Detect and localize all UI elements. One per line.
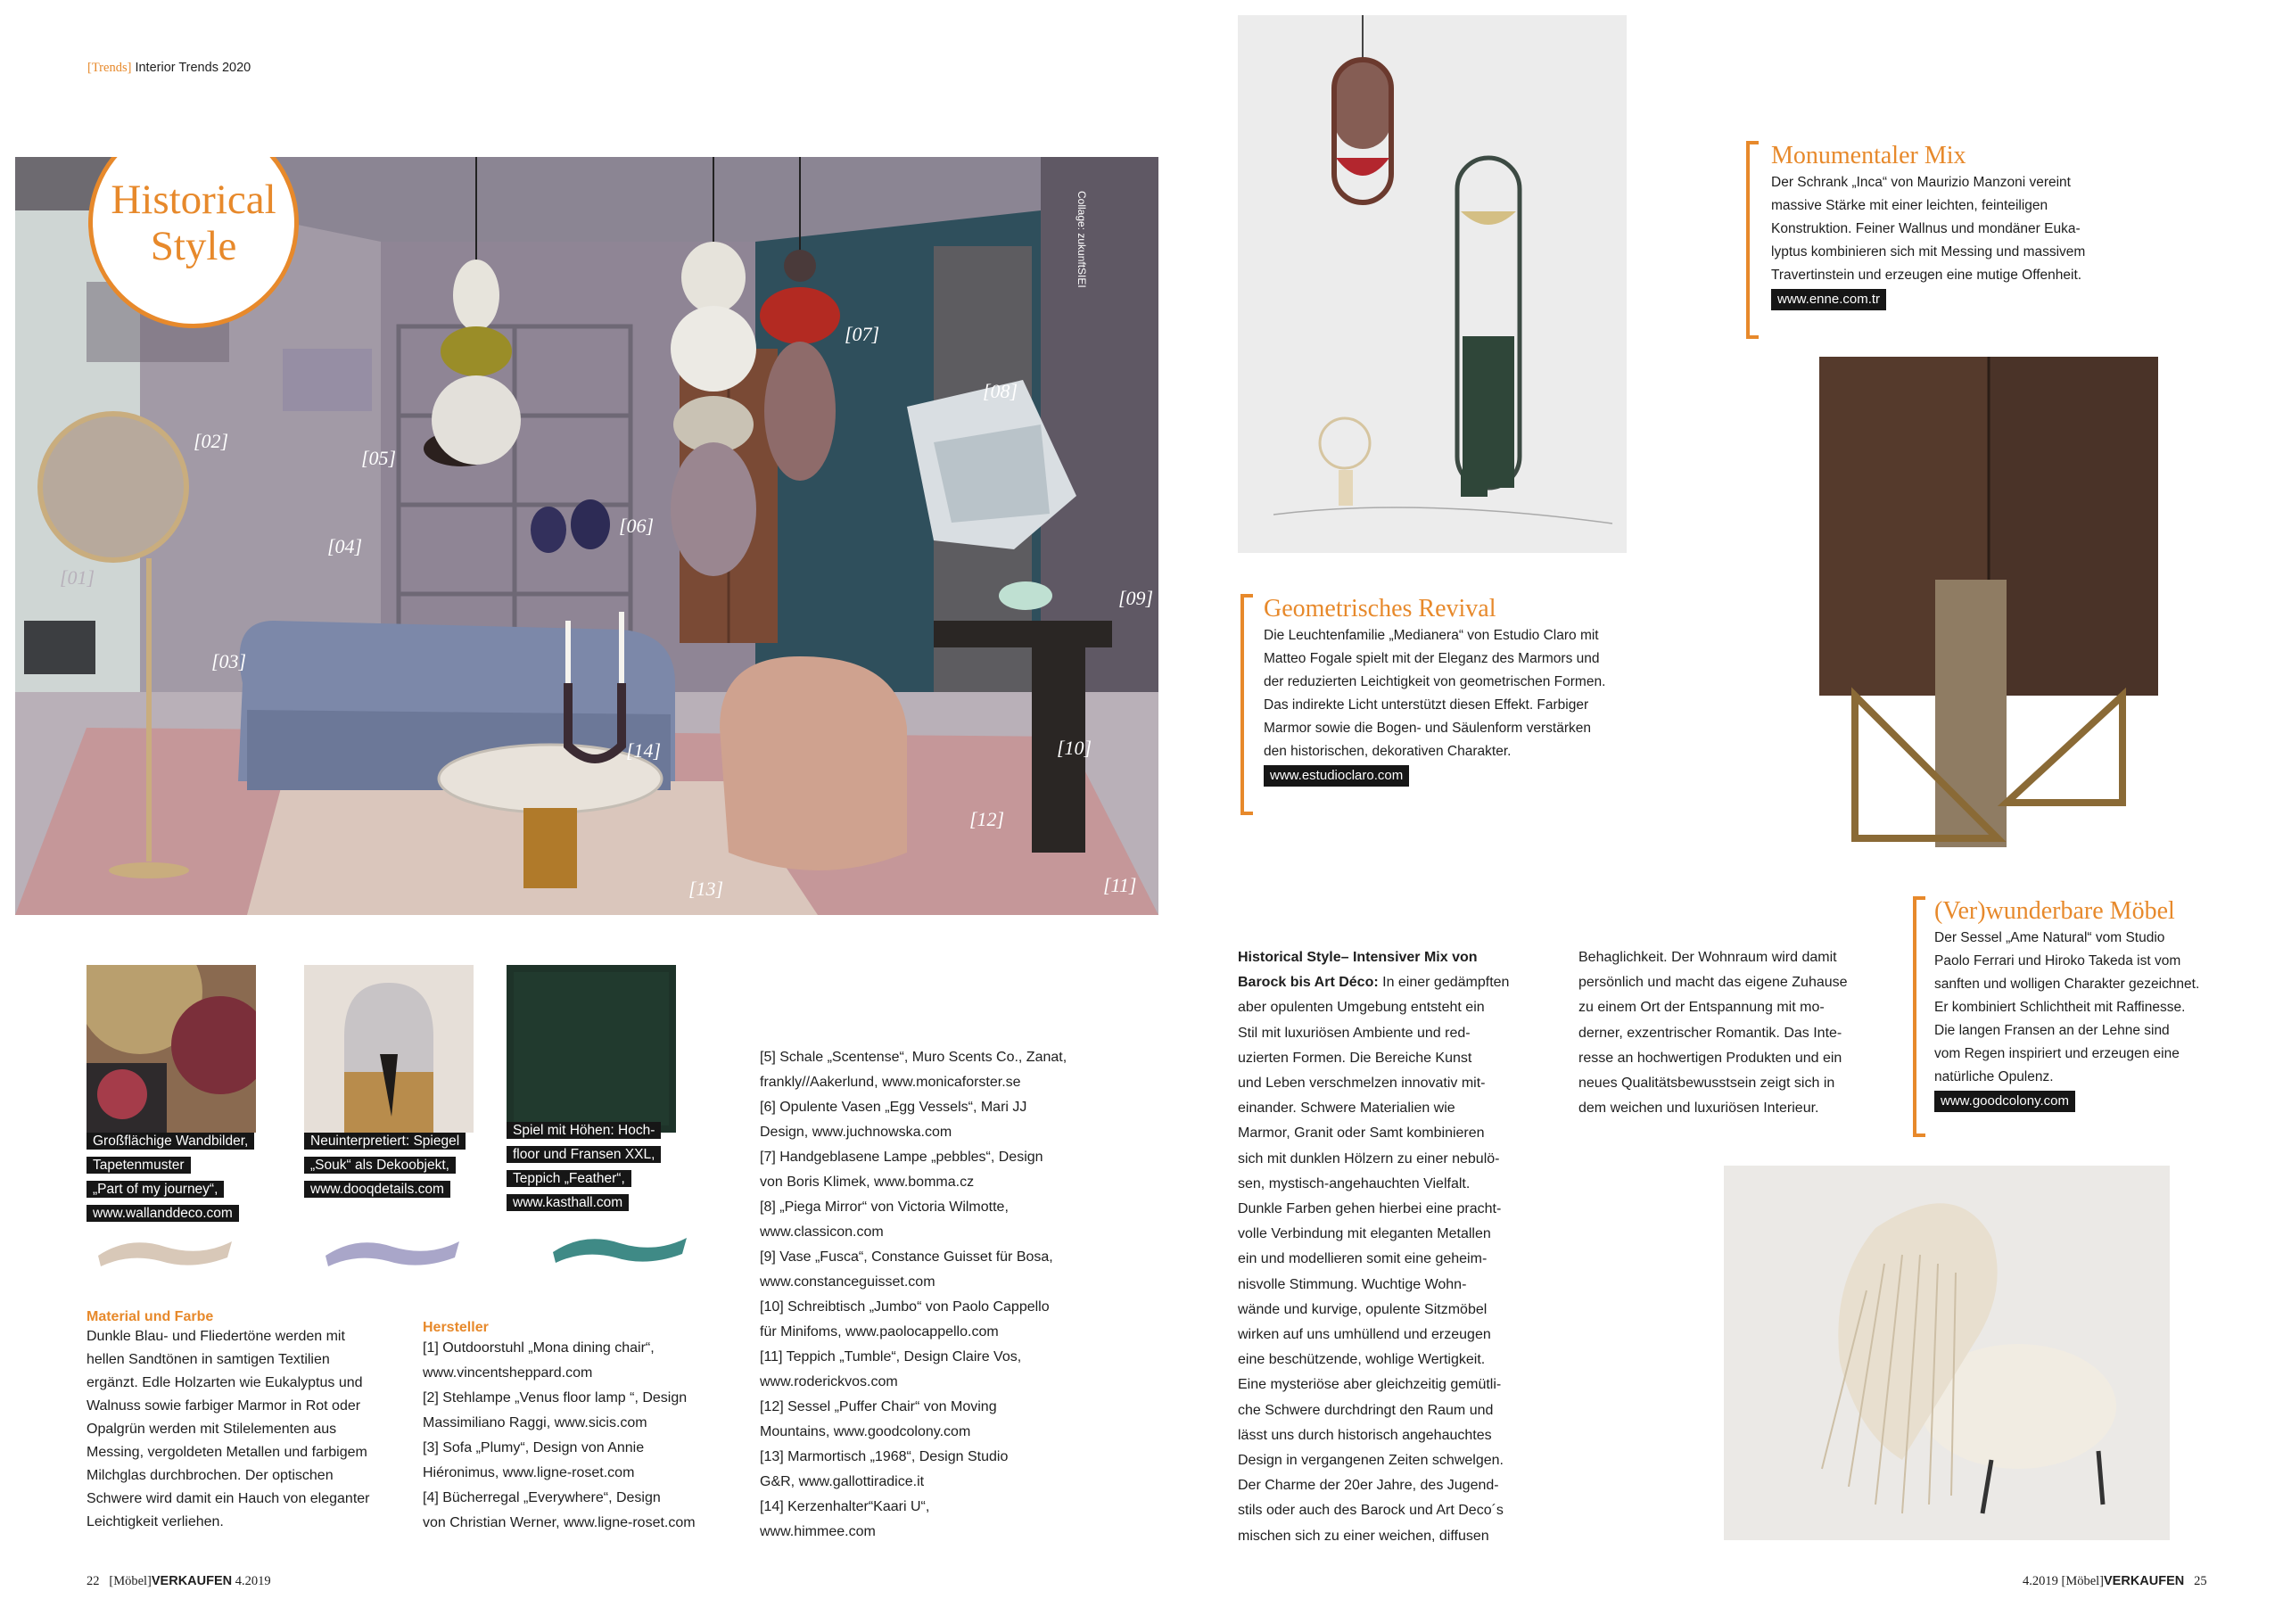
hersteller-line: Massimiliano Raggi, www.sicis.com <box>423 1415 647 1430</box>
collage-tag-02: [02] <box>194 430 229 452</box>
hersteller-line: [5] Schale „Scentense“, Muro Scents Co., Zanat, <box>760 1050 1067 1065</box>
material-line: Walnuss sowie farbiger Marmor in Rot oder <box>87 1398 361 1414</box>
article-line: Stil mit luxuriösen Ambiente und red- <box>1238 1025 1471 1041</box>
collage-tag-09: [09] <box>1118 587 1154 609</box>
material-line: Dunkle Blau- und Fliedertöne werden mit <box>87 1329 345 1344</box>
article-line: einander. Schwere Materialien wie <box>1238 1101 1455 1117</box>
running-head <box>87 61 251 76</box>
feature-monumental-url[interactable]: www.enne.com.tr <box>1771 289 1886 310</box>
feature-line: Das indirekte Licht unterstützt diesen Effekt. Farbiger <box>1264 697 1589 713</box>
feature-wonderful <box>1913 896 2273 1137</box>
collage-tag-07: [07] <box>845 323 880 345</box>
hersteller-line: [7] Handgeblasene Lampe „pebbles“, Design <box>760 1150 1043 1165</box>
feature-geometric <box>1240 594 1654 815</box>
article-line: wände und kurvige, opulente Sitzmöbel <box>1238 1301 1488 1317</box>
lamp-photo <box>1238 15 1627 553</box>
hersteller-line: www.himmee.com <box>760 1524 876 1539</box>
hersteller-col1 <box>423 1336 735 1536</box>
magazine-bracket-left: [Möbel] <box>109 1574 152 1588</box>
feature-monumental-body <box>1771 171 2133 287</box>
material-line: Opalgrün werden mit Stilelementen aus <box>87 1422 337 1437</box>
article-line: Marmor, Granit oder Samt kombinieren <box>1238 1125 1485 1142</box>
collage-credit <box>1072 191 1090 325</box>
hersteller-line: Hiéronimus, www.ligne-roset.com <box>423 1465 635 1480</box>
hersteller-line: Mountains, www.goodcolony.com <box>760 1424 971 1439</box>
feature-monumental <box>1746 141 2133 339</box>
hersteller-section <box>423 1320 735 1536</box>
feature-line: vom Regen inspiriert und erzeugen eine <box>1934 1046 2180 1061</box>
material-heading: Material und Farbe <box>87 1309 214 1324</box>
hersteller-line: von Boris Klimek, www.bomma.cz <box>760 1175 975 1190</box>
bracket-bottom <box>1746 335 1759 339</box>
hersteller-line: frankly//Aakerlund, www.monicaforster.se <box>760 1075 1021 1090</box>
collage-tag-04: [04] <box>327 535 363 557</box>
material-line: Schwere wird damit ein Hauch von eleganter <box>87 1491 370 1506</box>
hersteller-line: [3] Sofa „Plumy“, Design von Annie <box>423 1440 645 1455</box>
article-line: persönlich und macht das eigene Zuhause <box>1578 975 1848 991</box>
feature-line: Marmor sowie die Bogen- und Säulenform verstärken <box>1264 721 1592 736</box>
collage-tag-14: [14] <box>626 739 662 762</box>
cabinet-photo <box>1801 357 2176 856</box>
article-line: ein und modellieren somit eine geheim- <box>1238 1251 1488 1267</box>
article-line: dem weichen und luxuriösen Interieur. <box>1578 1101 1819 1117</box>
swatch-wallpaper <box>87 965 256 1133</box>
material-section <box>87 1309 390 1534</box>
color-stroke-teal <box>548 1227 691 1272</box>
hersteller-line: [12] Sessel „Puffer Chair“ von Moving <box>760 1399 997 1414</box>
feature-line: Er kombiniert Schlichtheit mit Raffinesse. <box>1934 1000 2186 1015</box>
headline-line1: Historical <box>111 177 276 223</box>
hersteller-line: [14] Kerzenhalter“Kaari U“, <box>760 1499 930 1514</box>
hersteller-line: www.classicon.com <box>760 1224 884 1240</box>
feature-line: den historischen, dekorativen Charakter. <box>1264 744 1512 759</box>
feature-line: natürliche Opulenz. <box>1934 1069 2054 1084</box>
mirror-illustration <box>304 965 474 1133</box>
article-line: zu einem Ort der Entspannung mit mo- <box>1578 1000 1825 1016</box>
article-line: Der Charme der 20er Jahre, des Jugend- <box>1238 1478 1499 1494</box>
hersteller-heading: Hersteller <box>423 1320 489 1335</box>
article-line: sen, mystisch-angehauchten Vielfalt. <box>1238 1175 1471 1191</box>
collage-tag-01: [01] <box>60 566 95 589</box>
page-number-right: 25 <box>2194 1574 2207 1588</box>
article-line: Design in vergangenen Zeiten schwelgen. <box>1238 1453 1504 1469</box>
article-line: neues Qualitätsbewusstsein zeigt sich in <box>1578 1076 1835 1092</box>
feature-line: Der Sessel „Ame Natural“ vom Studio <box>1934 930 2165 945</box>
article-line: Eine mysteriöse aber gleichzeitig gemütli- <box>1238 1377 1502 1393</box>
collage-tag-12: [12] <box>969 808 1005 830</box>
article-line: sich mit dunklen Hölzern zu einer nebulö- <box>1238 1150 1500 1166</box>
hersteller-line: G&R, www.gallottiradice.it <box>760 1474 925 1489</box>
hersteller-col2 <box>760 1045 1117 1545</box>
headline-line2: Style <box>150 223 237 269</box>
hersteller-line: [6] Opulente Vasen „Egg Vessels“, Mari JJ <box>760 1100 1027 1115</box>
material-line: ergänzt. Edle Holzarten wie Eukalyptus und <box>87 1375 363 1390</box>
caption-line: „Souk“ als Dekoobjekt, <box>304 1157 456 1174</box>
section-title: Interior Trends 2020 <box>135 61 251 75</box>
wallpaper-pattern <box>87 965 256 1133</box>
armchair-photo <box>1724 1166 2170 1540</box>
collage-tag-08: [08] <box>983 380 1018 402</box>
article-col2 <box>1578 945 1900 1121</box>
hersteller-line: [8] „Piega Mirror“ von Victoria Wilmotte, <box>760 1199 1009 1215</box>
article-line: und Leben verschmelzen innovativ mit- <box>1238 1076 1486 1092</box>
feature-line: Travertinstein und erzeugen eine mutige Offenheit. <box>1771 268 2082 283</box>
article-line: lässt uns durch historisch angehauchtes <box>1238 1427 1492 1443</box>
page-number-left: 22 <box>87 1574 100 1588</box>
swatch-wallpaper-caption <box>87 1129 283 1225</box>
bracket-top <box>1746 141 1759 144</box>
color-stroke-sand <box>94 1231 236 1275</box>
caption-line: „Part of my journey“, <box>87 1181 224 1198</box>
feature-line: Paolo Ferrari und Hiroko Takeda ist vom <box>1934 953 2181 969</box>
feature-line: sanften und wolligen Charakter gezeichnet. <box>1934 977 2200 992</box>
article-line: aber opulenten Umgebung entsteht ein <box>1238 1000 1485 1016</box>
article-line: stils oder auch des Barock und Art Deco´s <box>1238 1503 1504 1519</box>
lamp-illustration <box>1238 15 1627 553</box>
article-line: volle Verbindung mit eleganten Metallen <box>1238 1226 1491 1242</box>
caption-link[interactable]: www.wallanddeco.com <box>87 1205 239 1222</box>
feature-line: Matteo Fogale spielt mit der Eleganz des Marmors und <box>1264 651 1600 666</box>
caption-line: Tapetenmuster <box>87 1157 191 1174</box>
hersteller-line: www.vincentsheppard.com <box>423 1365 593 1381</box>
material-line: Leichtigkeit verliehen. <box>87 1514 224 1529</box>
armchair-illustration <box>1724 1166 2170 1540</box>
hersteller-line: von Christian Werner, www.ligne-roset.com <box>423 1515 696 1530</box>
article-line: nisvolle Stimmung. Wuchtige Wohn- <box>1238 1276 1467 1292</box>
section-bracket: [Trends] <box>87 61 132 75</box>
feature-line: Die Leuchtenfamilie „Medianera“ von Estudio Claro mit <box>1264 628 1599 643</box>
feature-geometric-heading: Geometrisches Revival <box>1264 595 1496 622</box>
feature-line: Der Schrank „Inca“ von Maurizio Manzoni vereint <box>1771 175 2071 190</box>
hersteller-line: www.constanceguisset.com <box>760 1274 935 1290</box>
bracket-top <box>1913 896 1925 900</box>
collage-tag-03: [03] <box>211 650 247 672</box>
swatch-carpet <box>507 965 676 1133</box>
article-line: eine beschützende, wohlige Wertigkeit. <box>1238 1352 1486 1368</box>
caption-line: Teppich „Feather“, <box>507 1170 631 1187</box>
material-line: Messing, vergoldeten Metallen und farbigem <box>87 1445 367 1460</box>
hersteller-line: Design, www.juchnowska.com <box>760 1125 952 1140</box>
article-lead-cont: Barock bis Art Déco: <box>1238 975 1379 991</box>
feature-line: Die langen Fransen an der Lehne sind <box>1934 1023 2170 1038</box>
hersteller-line: für Minifoms, www.paolocappello.com <box>760 1324 999 1340</box>
feature-wonderful-heading: (Ver)wunderbare Möbel <box>1934 897 2175 925</box>
material-body <box>87 1325 390 1534</box>
hersteller-line: [1] Outdoorstuhl „Mona dining chair“, <box>423 1340 655 1356</box>
feature-geometric-url[interactable]: www.estudioclaro.com <box>1264 765 1409 787</box>
hersteller-line: [9] Vase „Fusca“, Constance Guisset für Bosa, <box>760 1249 1053 1265</box>
article-line: Behaglichkeit. Der Wohnraum wird damit <box>1578 950 1837 965</box>
article-line: che Schwere durchdringt den Raum und <box>1238 1402 1494 1418</box>
swatch-carpet-caption <box>507 1118 703 1215</box>
caption-link[interactable]: www.dooqdetails.com <box>304 1181 450 1198</box>
collage-image <box>15 157 1158 915</box>
hersteller-line: [13] Marmortisch „1968“, Design Studio <box>760 1449 1009 1464</box>
article-col1 <box>1238 945 1559 1549</box>
feature-geometric-body <box>1264 624 1654 763</box>
collage-tag-10: [10] <box>1057 737 1092 759</box>
hersteller-line: [2] Stehlampe „Venus floor lamp “, Design <box>423 1390 688 1406</box>
hersteller-line: www.roderickvos.com <box>760 1374 898 1389</box>
article-line: Dunkle Farben gehen hierbei eine pracht- <box>1238 1201 1502 1217</box>
bracket-top <box>1240 594 1253 598</box>
swatch-mirror-caption <box>304 1129 500 1201</box>
feature-line: lyptus kombinieren sich mit Messing und massivem <box>1771 244 2086 260</box>
article-lead-text: In einer gedämpften <box>1378 975 1510 991</box>
article-line: mischen sich zu einer weichen, diffusen <box>1238 1528 1489 1544</box>
feature-wonderful-body <box>1934 927 2273 1089</box>
issue-right: 4.2019 <box>2023 1574 2058 1588</box>
feature-line: massive Stärke mit einer leichten, feinteiligen <box>1771 198 2048 213</box>
article-line: wirken auf uns umhüllend und erzeugen <box>1238 1327 1491 1343</box>
bracket-bottom <box>1240 812 1253 815</box>
swatch-mirror <box>304 965 474 1133</box>
collage-tag-05: [05] <box>361 447 397 469</box>
caption-line: Spiel mit Höhen: Hoch- <box>507 1122 661 1139</box>
hersteller-line: [4] Bücherregal „Everywhere“, Design <box>423 1490 661 1505</box>
color-stroke-lilac <box>321 1231 464 1275</box>
feature-wonderful-url[interactable]: www.goodcolony.com <box>1934 1091 2075 1112</box>
article-line: resse an hochwertigen Produkten und ein <box>1578 1050 1842 1066</box>
carpet-texture <box>507 965 676 1133</box>
article-line <box>1238 970 1559 995</box>
caption-line: Neuinterpretiert: Spiegel <box>304 1133 466 1150</box>
footer-right <box>2023 1574 2207 1589</box>
article-line: uzierten Formen. Die Bereiche Kunst <box>1238 1050 1472 1066</box>
article-line: derner, exzentrischer Romantik. Das Inte- <box>1578 1025 1842 1041</box>
collage-tag-06: [06] <box>619 515 655 537</box>
footer-left <box>87 1574 271 1589</box>
article-lead: Historical Style– Intensiver Mix von <box>1238 950 1478 965</box>
hersteller-line: [10] Schreibtisch „Jumbo“ von Paolo Cappello <box>760 1299 1050 1315</box>
feature-line: Konstruktion. Feiner Wallnus und mondäner Euka- <box>1771 221 2081 236</box>
material-line: Milchglas durchbrochen. Der optischen <box>87 1468 334 1483</box>
collage-tag-11: [11] <box>1103 874 1137 896</box>
magazine-bracket-right: [Möbel] <box>2061 1574 2105 1588</box>
cabinet-illustration <box>1801 357 2176 856</box>
bracket-bottom <box>1913 1134 1925 1137</box>
magazine-brand-left: VERKAUFEN <box>151 1574 233 1588</box>
caption-line: Großflächige Wandbilder, <box>87 1133 254 1150</box>
caption-link[interactable]: www.kasthall.com <box>507 1194 629 1211</box>
material-line: hellen Sandtönen in samtigen Textilien <box>87 1352 330 1367</box>
issue-left: 4.2019 <box>235 1574 271 1588</box>
collage-tag-13: [13] <box>688 878 724 900</box>
hersteller-line: [11] Teppich „Tumble“, Design Claire Vos, <box>760 1349 1022 1364</box>
magazine-brand-right: VERKAUFEN <box>2104 1574 2185 1588</box>
caption-line: floor und Fransen XXL, <box>507 1146 661 1163</box>
collage-credit-text: Collage: zukunftSIEI <box>1076 191 1088 288</box>
feature-line: der reduzierten Leichtigkeit von geometrischen Formen. <box>1264 674 1606 689</box>
feature-monumental-heading: Monumentaler Mix <box>1771 142 1966 169</box>
